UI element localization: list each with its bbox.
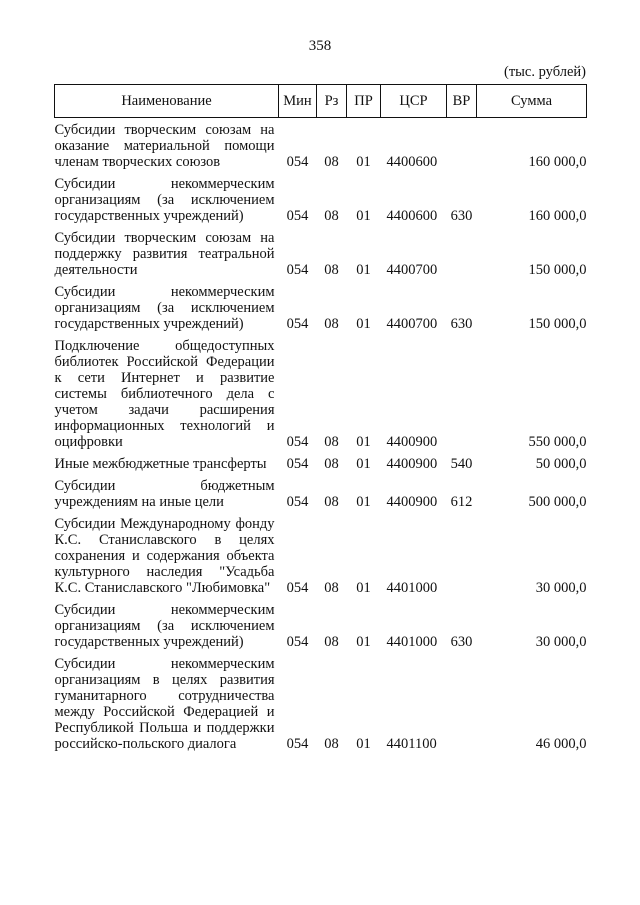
table-row: [55, 280, 587, 334]
row-sum: 160 000,0: [528, 208, 587, 224]
column-header-vr: ВР: [447, 85, 477, 118]
row-sum: 46 000,0: [535, 736, 587, 752]
row-name: Субсидии бюджетным учреждениям на иные цели: [54, 478, 275, 510]
row-pr: 01: [356, 208, 371, 224]
row-rz: 08: [324, 736, 339, 752]
row-name: Субсидии некоммерческим организациям (за исключением государственных учреждений): [54, 176, 275, 224]
row-csr: 4400700: [386, 262, 438, 278]
row-min: 054: [286, 316, 309, 332]
column-header-pr: ПР: [347, 85, 381, 118]
row-csr: 4401000: [386, 580, 438, 596]
row-rz: 08: [324, 262, 339, 278]
row-pr: 01: [356, 456, 371, 472]
row-name: Субсидии Международному фонду К.С. Станиславского в целях сохранения и содержания объекта культурного наследия "Усадьба К.С. Станиславского "Любимовка": [54, 516, 275, 596]
row-name: Подключение общедоступных библиотек Российской Федерации к сети Интернет и развитие системы библиотечного дела с учетом задачи расширения информационных технологий и оцифровки: [54, 338, 275, 450]
table-row: [55, 118, 587, 173]
row-name: Субсидии творческим союзам на поддержку развития театральной деятельности: [54, 230, 275, 278]
row-sum: 150 000,0: [528, 316, 587, 332]
row-name: Иные межбюджетные трансферты: [54, 456, 267, 472]
row-pr: 01: [356, 580, 371, 596]
row-min: 054: [286, 208, 309, 224]
table-header-row: [55, 85, 587, 118]
row-pr: 01: [356, 316, 371, 332]
table-row: [55, 598, 587, 652]
row-min: 054: [286, 494, 309, 510]
row-name: Субсидии некоммерческим организациям (за исключением государственных учреждений): [54, 602, 275, 650]
row-sum: 500 000,0: [528, 494, 587, 510]
row-min: 054: [286, 154, 309, 170]
row-rz: 08: [324, 456, 339, 472]
row-csr: 4400600: [386, 208, 438, 224]
row-vr: 612: [450, 494, 473, 510]
row-sum: 30 000,0: [535, 634, 587, 650]
row-vr: 540: [450, 456, 473, 472]
row-vr: [447, 512, 477, 598]
row-vr: [447, 118, 477, 173]
units-note: (тыс. рублей): [504, 64, 586, 80]
row-rz: 08: [324, 494, 339, 510]
row-sum: 160 000,0: [528, 154, 587, 170]
column-header-sum: Сумма: [477, 85, 587, 118]
table-row: [55, 512, 587, 598]
row-sum: 550 000,0: [528, 434, 587, 450]
row-rz: 08: [324, 154, 339, 170]
row-vr: [447, 334, 477, 452]
column-header-csr: ЦСР: [381, 85, 447, 118]
row-min: 054: [286, 580, 309, 596]
row-min: 054: [286, 736, 309, 752]
budget-table: [54, 84, 587, 754]
row-min: 054: [286, 456, 309, 472]
row-csr: 4400600: [386, 154, 438, 170]
row-pr: 01: [356, 154, 371, 170]
row-rz: 08: [324, 634, 339, 650]
row-csr: 4400900: [386, 434, 438, 450]
row-csr: 4400900: [386, 494, 438, 510]
row-vr: [447, 652, 477, 754]
row-rz: 08: [324, 316, 339, 332]
row-csr: 4401000: [386, 634, 438, 650]
row-rz: 08: [324, 434, 339, 450]
row-pr: 01: [356, 736, 371, 752]
row-vr: [447, 226, 477, 280]
table-row: [55, 172, 587, 226]
row-min: 054: [286, 262, 309, 278]
row-min: 054: [286, 434, 309, 450]
table-row: [55, 652, 587, 754]
table-row: [55, 334, 587, 452]
row-sum: 150 000,0: [528, 262, 587, 278]
row-pr: 01: [356, 634, 371, 650]
row-vr: 630: [450, 634, 473, 650]
page-number: 358: [308, 38, 332, 54]
column-header-min: Мин: [279, 85, 317, 118]
column-header-rz: Рз: [317, 85, 347, 118]
column-header-name: Наименование: [55, 85, 279, 118]
row-pr: 01: [356, 494, 371, 510]
row-csr: 4400700: [386, 316, 438, 332]
row-rz: 08: [324, 580, 339, 596]
row-csr: 4401100: [386, 736, 437, 752]
row-rz: 08: [324, 208, 339, 224]
row-sum: 50 000,0: [535, 456, 587, 472]
table-row: [55, 474, 587, 512]
row-pr: 01: [356, 434, 371, 450]
table-row: [55, 452, 587, 474]
row-min: 054: [286, 634, 309, 650]
table-row: [55, 226, 587, 280]
row-vr: 630: [450, 316, 473, 332]
row-csr: 4400900: [386, 456, 438, 472]
row-name: Субсидии творческим союзам на оказание материальной помощи членам творческих союзов: [54, 122, 275, 170]
row-sum: 30 000,0: [535, 580, 587, 596]
row-vr: 630: [450, 208, 473, 224]
row-name: Субсидии некоммерческим организациям (за исключением государственных учреждений): [54, 284, 275, 332]
row-pr: 01: [356, 262, 371, 278]
row-name: Субсидии некоммерческим организациям в целях развития гуманитарного сотрудничества между Российской Федерацией и Республикой Польша и поддержки российско-польского диалога: [54, 656, 275, 752]
